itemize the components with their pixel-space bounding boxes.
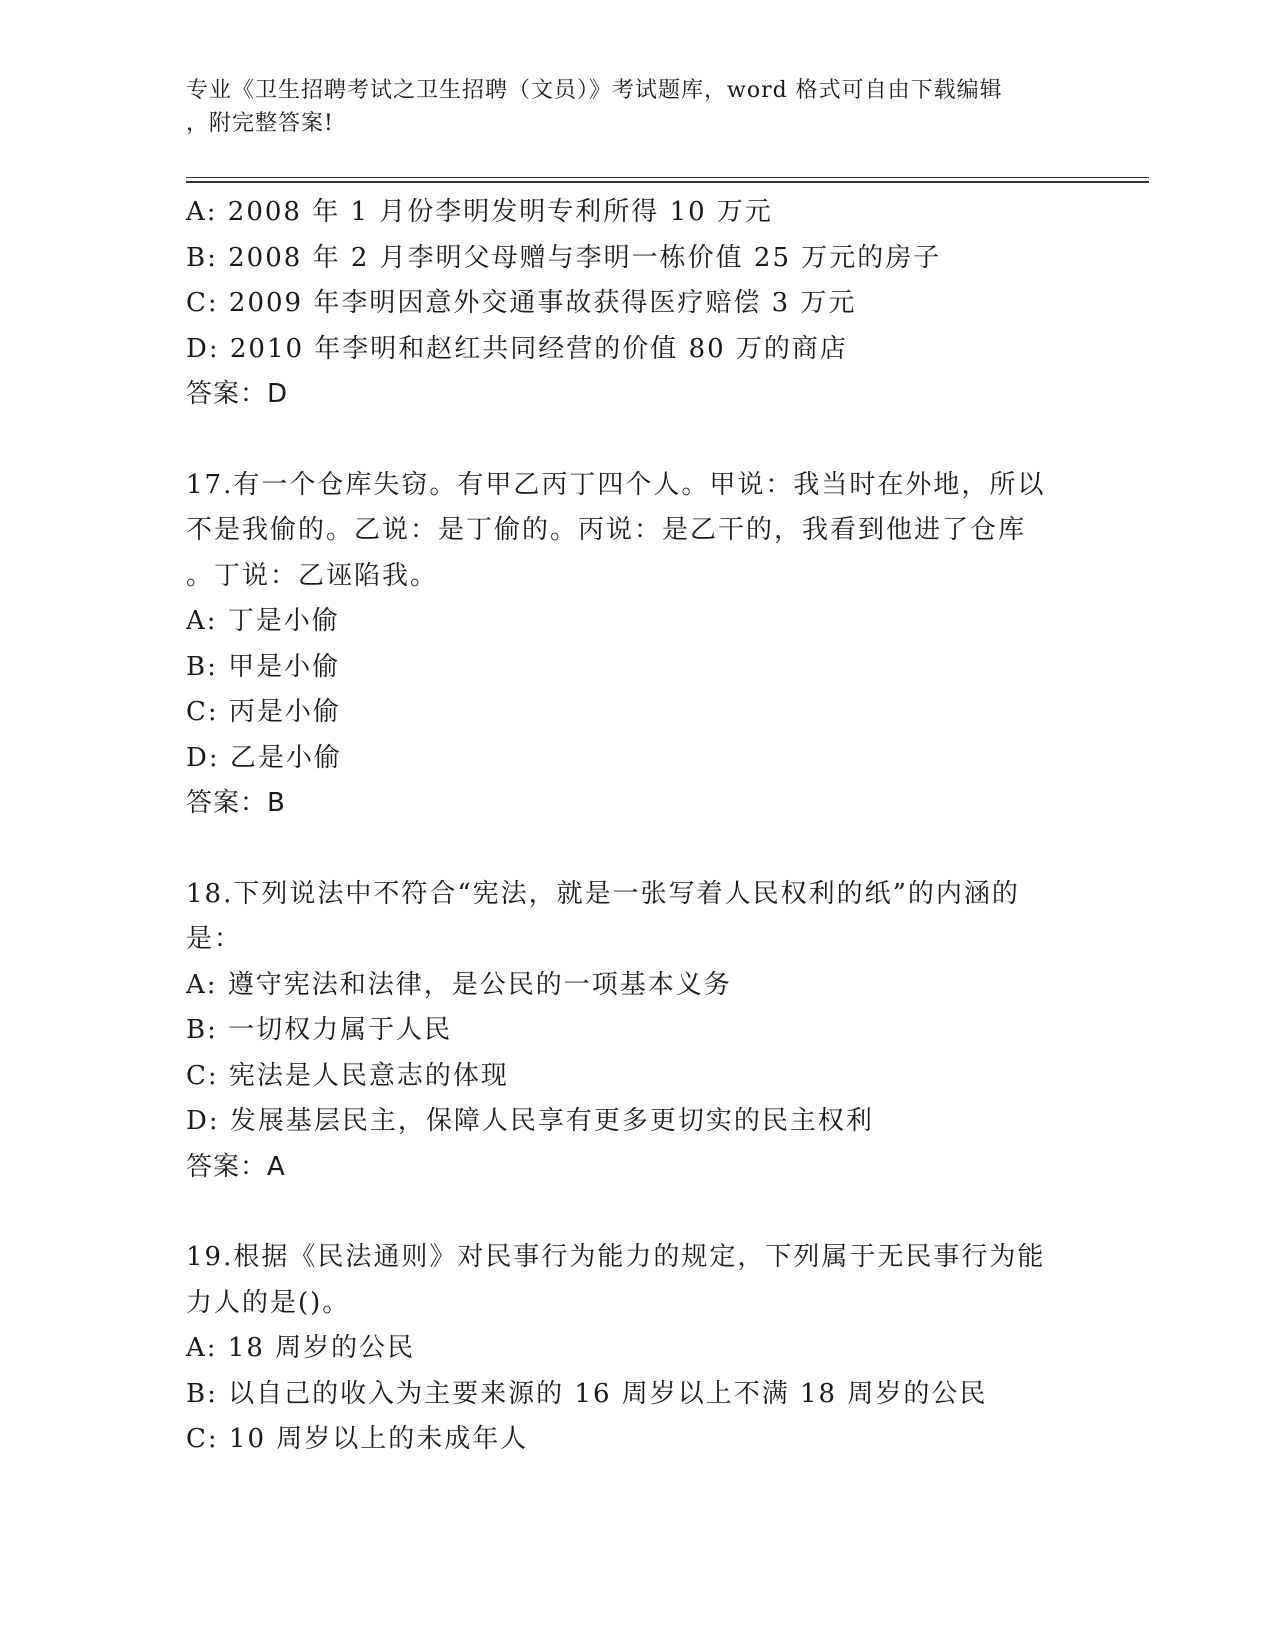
option-b: B: 以自己的收入为主要来源的 16 周岁以上不满 18 周岁的公民: [186, 1378, 988, 1409]
header-divider-thick: [186, 181, 1149, 183]
option-a: A: 丁是小偷: [186, 606, 340, 636]
question-17: [186, 463, 1086, 827]
answer: 答案：A: [186, 1151, 286, 1182]
question-text-line: 17.有一个仓库失窃。有甲乙丙丁四个人。甲说：我当时在外地，所以: [186, 469, 1046, 500]
document-header: [186, 74, 1066, 140]
header-divider-thin: [186, 177, 1149, 178]
question-text-line: 力人的是()。: [186, 1287, 351, 1318]
option-a: A: 18 周岁的公民: [186, 1333, 416, 1363]
header-line-2: ，附完整答案!: [186, 111, 334, 136]
spacer: [186, 1190, 1086, 1235]
question-16: [186, 190, 1086, 418]
question-text-line: 19.根据《民法通则》对民事行为能力的规定，下列属于无民事行为能: [186, 1242, 1046, 1272]
answer: 答案：D: [186, 379, 289, 409]
question-text-line: 是：: [186, 924, 243, 954]
answer: 答案：B: [186, 788, 286, 818]
option-b: B: 甲是小偷: [186, 651, 341, 682]
option-b: B: 2008 年 2 月李明父母赠与李明一栋价值 25 万元的房子: [186, 242, 942, 273]
question-text-line: 18.下列说法中不符合“宪法，就是一张写着人民权利的纸”的内涵的: [186, 878, 1020, 909]
question-content: [186, 190, 1086, 1463]
question-18: [186, 872, 1086, 1191]
option-c: C: 2009 年李明因意外交通事故获得医疗赔偿 3 万元: [186, 288, 857, 318]
option-c: C: 10 周岁以上的未成年人: [186, 1424, 529, 1454]
question-text-line: 不是我偷的。乙说：是丁偷的。丙说：是乙干的，我看到他进了仓库: [186, 515, 1027, 545]
spacer: [186, 827, 1086, 872]
option-a: A: 2008 年 1 月份李明发明专利所得 10 万元: [186, 197, 773, 227]
option-c: C: 丙是小偷: [186, 697, 341, 727]
option-b: B: 一切权力属于人民: [186, 1015, 453, 1045]
question-text-line: 。丁说：乙诬陷我。: [186, 560, 439, 591]
option-d: D: 乙是小偷: [186, 742, 342, 773]
header-line-1: 专业《卫生招聘考试之卫生招聘（文员）》考试题库，word 格式可自由下载编辑: [186, 78, 1003, 103]
spacer: [186, 418, 1086, 463]
option-d: D: 2010 年李明和赵红共同经营的价值 80 万的商店: [186, 333, 848, 364]
option-c: C: 宪法是人民意志的体现: [186, 1060, 509, 1091]
option-d: D: 发展基层民主，保障人民享有更多更切实的民主权利: [186, 1106, 874, 1136]
question-19: [186, 1235, 1086, 1463]
option-a: A: 遵守宪法和法律，是公民的一项基本义务: [186, 969, 732, 1000]
